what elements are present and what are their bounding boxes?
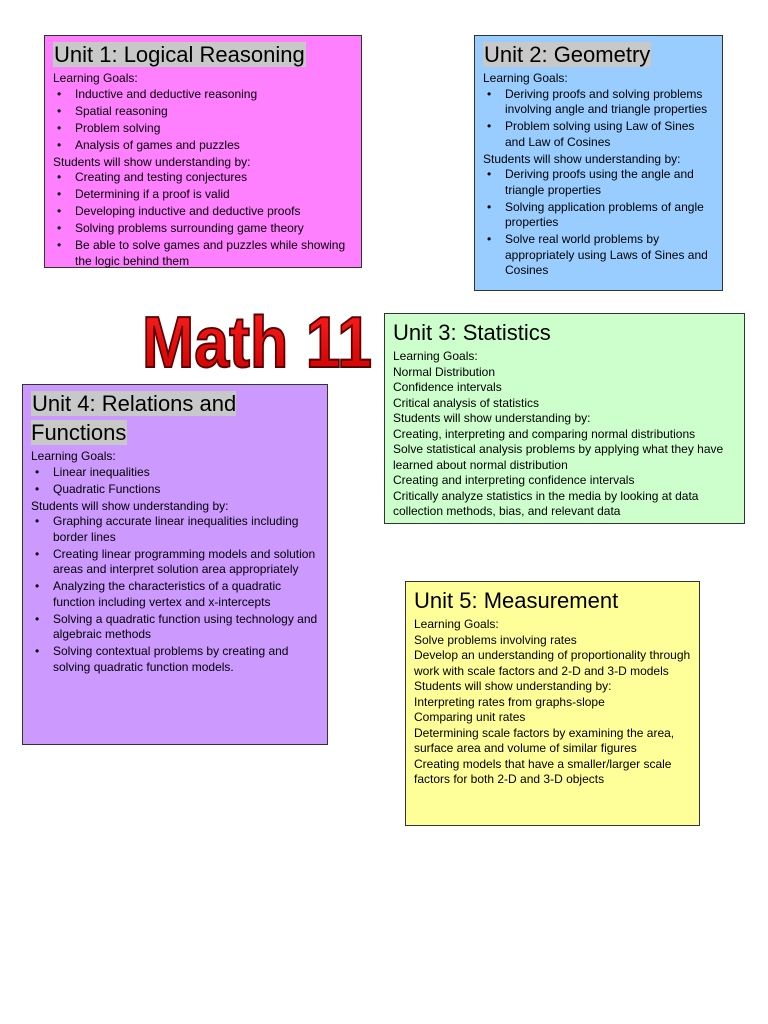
unit3-card (384, 313, 745, 524)
unit3-line: Students will show understanding by: (393, 411, 591, 425)
unit1-card (44, 35, 362, 268)
unit4-understanding-list (31, 514, 319, 675)
list-item: • Solve real world problems by appropriately using Laws of Sines and Cosines (483, 232, 714, 279)
unit5-line: Interpreting rates from graphs-slope (414, 694, 605, 709)
page-title (138, 283, 376, 383)
unit2-goals-list (483, 87, 714, 151)
unit1-heading: Unit 1: Logical Reasoning (54, 42, 305, 67)
unit5-line: Learning Goals: (414, 617, 499, 631)
unit5-card (405, 581, 700, 826)
unit2-card (474, 35, 723, 291)
list-item: • Spatial reasoning (53, 104, 353, 120)
unit3-line: Solve statistical analysis problems by applying what they have learned about normal distribution (393, 442, 724, 472)
unit3-line: Creating, interpreting and comparing normal distributions (393, 426, 696, 441)
unit4-understanding-label: Students will show understanding by: (31, 498, 229, 513)
unit1-goals-list (53, 87, 353, 154)
unit2-heading: Unit 2: Geometry (484, 42, 651, 67)
unit5-heading: Unit 5: Measurement (414, 588, 619, 613)
unit5-line: Comparing unit rates (414, 710, 526, 724)
list-item: • Inductive and deductive reasoning (53, 87, 353, 103)
list-item: • Quadratic Functions (31, 482, 319, 498)
unit5-line: Develop an understanding of proportionality through work with scale factors and 2-D and 3-D models (414, 648, 691, 678)
unit1-understanding-list (53, 170, 353, 269)
list-item: • Problem solving using Law of Sines and Law of Cosines (483, 119, 714, 150)
unit3-line: Creating and interpreting confidence intervals (393, 473, 635, 487)
list-item: • Solving application problems of angle properties (483, 200, 714, 231)
list-item: • Linear inequalities (31, 465, 319, 481)
list-item: • Deriving proofs and solving problems involving angle and triangle properties (483, 87, 714, 118)
unit4-card (22, 384, 328, 745)
list-item: • Solving a quadratic function using technology and algebraic methods (31, 612, 319, 643)
unit3-heading: Unit 3: Statistics (393, 320, 551, 345)
unit2-understanding-list (483, 167, 714, 279)
unit3-line: Learning Goals: (393, 349, 478, 363)
unit5-line: Determining scale factors by examining the area, surface area and volume of similar figures (414, 725, 675, 755)
list-item: • Be able to solve games and puzzles while showing the logic behind them (53, 238, 353, 269)
list-item: • Developing inductive and deductive proofs (53, 204, 353, 220)
unit1-goals-label: Learning Goals: (53, 71, 138, 85)
list-item: • Analysis of games and puzzles (53, 138, 353, 154)
unit5-line: Solve problems involving rates (414, 632, 577, 647)
unit5-line: Creating models that have a smaller/larger scale factors for both 2-D and 3-D objects (414, 756, 672, 786)
unit1-understanding-label: Students will show understanding by: (53, 154, 251, 169)
unit3-line: Critical analysis of statistics (393, 395, 540, 410)
unit2-understanding-label: Students will show understanding by: (483, 151, 681, 166)
unit3-line: Normal Distribution (393, 364, 496, 379)
unit4-heading: Unit 4: Relations and Functions (31, 391, 237, 445)
unit3-line: Critically analyze statistics in the media by looking at data collection methods, bias, and relevant data (393, 488, 699, 518)
list-item: • Creating linear programming models and solution areas and interpret solution area appropriately (31, 547, 319, 578)
list-item: • Deriving proofs using the angle and triangle properties (483, 167, 714, 198)
list-item: • Analyzing the characteristics of a quadratic function including vertex and x-intercepts (31, 579, 319, 610)
unit4-goals-label: Learning Goals: (31, 449, 116, 463)
unit4-goals-list (31, 465, 319, 498)
list-item: • Determining if a proof is valid (53, 187, 353, 203)
page-title-text: Math 11 (142, 303, 372, 383)
list-item: • Solving problems surrounding game theory (53, 221, 353, 237)
list-item: • Problem solving (53, 121, 353, 137)
list-item: • Solving contextual problems by creating and solving quadratic function models. (31, 644, 319, 675)
list-item: • Graphing accurate linear inequalities including border lines (31, 514, 319, 545)
list-item: • Creating and testing conjectures (53, 170, 353, 186)
unit5-line: Students will show understanding by: (414, 679, 612, 693)
unit3-line: Confidence intervals (393, 380, 502, 394)
unit2-goals-label: Learning Goals: (483, 71, 568, 85)
